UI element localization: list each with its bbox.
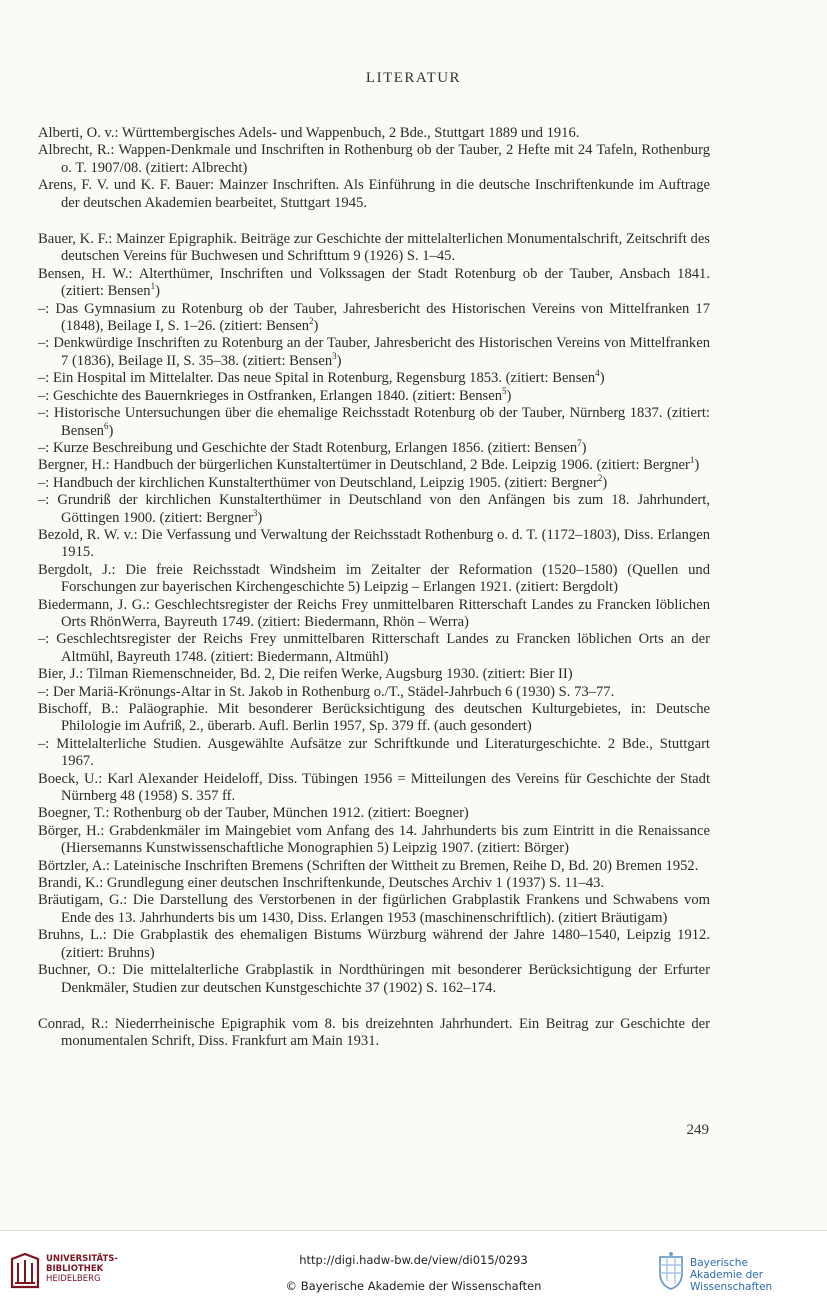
bibliography-entry: Bergdolt, J.: Die freie Reichsstadt Windsheim im Zeitalter der Reformation (1520–1580) (Quellen und Forschungen zur bayerischen Kirchengeschichte 5) Leipzig – Erlangen 1921. (zitiert: Bergdolt) xyxy=(38,561,710,596)
closing-paren: ) xyxy=(581,439,587,456)
library-name-line: UNIVERSITÄTS- xyxy=(46,1254,118,1264)
bibliography-entry xyxy=(38,440,710,457)
bibliography-entry xyxy=(38,472,710,492)
bibliography-entry xyxy=(38,405,710,440)
closing-paren: ) xyxy=(602,474,608,491)
academy-name-line: Akademie der Wissenschaften xyxy=(690,1269,773,1293)
bibliography-entry: –: Geschlechtsregister der Reichs Frey unmittelbaren Ritterschaft Landes zu Francken löblichen Orts an der Altmühl, Bayreuth 1748. (zitiert: Biedermann, Altmühl) xyxy=(38,631,710,665)
closing-paren: ) xyxy=(257,509,263,526)
academy-crest-icon[interactable] xyxy=(656,1251,686,1291)
bibliography-entry: Börger, H.: Grabdenkmäler im Maingebiet vom Anfang des 14. Jahrhunderts bis zum Eintritt in die Renaissance (Hiersemanns Kunstwissenschaftliche Monographien 5) Leipzig 1907. (zitiert: Börger) xyxy=(38,822,710,857)
bibliography-entry: –: Mittelalterliche Studien. Ausgewählte Aufsätze zur Schriftkunde und Literaturgeschichte. 2 Bde., Stuttgart 1967. xyxy=(38,735,710,770)
bibliography-entry: Albrecht, R.: Wappen-Denkmale und Inschriften in Rothenburg ob der Tauber, 2 Hefte mit 24 Tafeln, Rothenburg o. T. 1907/08. (zitiert: Albrecht) xyxy=(38,142,710,176)
section-gap xyxy=(38,212,710,231)
bibliography-entry: Boegner, T.: Rothenburg ob der Tauber, München 1912. (zitiert: Boegner) xyxy=(38,805,469,822)
entry-text: –: Das Gymnasium zu Rotenburg ob der Tauber, Jahresbericht des Historischen Vereins von Mittelfranken 17 (1848), Beilage I, S. 1–26. (zitiert: Bensen xyxy=(38,300,710,335)
bibliography-list xyxy=(38,125,710,1051)
bibliography-entry: Biedermann, J. G.: Geschlechtsregister der Reichs Frey unmittelbaren Ritterschaft Landes zu Francken löblichen Orts RhönWerra, Bayreuth 1749. (zitiert: Biedermann, Rhön – Werra) xyxy=(38,596,710,630)
copyright-notice: © Bayerische Akademie der Wissenschaften xyxy=(285,1279,542,1293)
bibliography-entry: Conrad, R.: Niederrheinische Epigraphik vom 8. bis dreizehnten Jahrhundert. Ein Beitrag zur Geschichte der monumentalen Schrift, Diss. Frankfurt am Main 1931. xyxy=(38,1015,710,1050)
bibliography-entry: Arens, F. V. und K. F. Bauer: Mainzer Inschriften. Als Einführung in die deutsche Inschriftenkunde im Auftrage der deutschen Akademien bearbeitet, Stuttgart 1945. xyxy=(38,177,710,211)
bibliography-entry: Bezold, R. W. v.: Die Verfassung und Verwaltung der Reichsstadt Rothenburg o. d. T. (1172–1803), Diss. Erlangen 1915. xyxy=(38,526,710,561)
closing-paren: ) xyxy=(599,370,605,387)
bibliography-entry: –: Der Mariä-Krönungs-Altar in St. Jakob in Rothenburg o./T., Städel-Jahrbuch 6 (1930) S. 73–77. xyxy=(38,683,615,700)
entry-text: –: Kurze Beschreibung und Geschichte der Stadt Rotenburg, Erlangen 1856. (zitiert: Bensen xyxy=(38,439,578,456)
footnote-marker: 3 xyxy=(332,351,337,362)
library-name-line: BIBLIOTHEK xyxy=(46,1264,104,1274)
bibliography-entry xyxy=(38,457,710,474)
footnote-marker: 6 xyxy=(103,420,109,431)
bibliography-entry xyxy=(38,385,710,405)
bibliography-entry: Alberti, O. v.: Württembergisches Adels- und Wappenbuch, 2 Bde., Stuttgart 1889 und 1916. xyxy=(38,125,580,141)
bibliography-entry xyxy=(38,301,710,336)
academy-name-line: Bayerische xyxy=(690,1257,748,1269)
closing-paren: ) xyxy=(694,457,700,474)
bibliography-entry: Buchner, O.: Die mittelalterliche Grabplastik in Nordthüringen mit besonderer Berücksichtigung der Erfurter Denkmäler, Studien zur deutschen Kunstgeschichte 37 (1902) S. 162–174. xyxy=(38,962,710,996)
bibliography-entry: Börtzler, A.: Lateinische Inschriften Bremens (Schriften der Wittheit zu Bremen, Reihe D, Bd. 20) Bremen 1952. xyxy=(38,857,699,874)
bibliography-entry: Bier, J.: Tilman Riemenschneider, Bd. 2, Die reifen Werke, Augsburg 1930. (zitiert: Bier II) xyxy=(38,666,573,683)
entry-text: –: Historische Untersuchungen über die ehemalige Reichsstadt Rotenburg ob der Tauber, Nürnberg 1837. (zitiert: Bensen xyxy=(38,405,710,439)
footnote-marker: 2 xyxy=(309,316,314,327)
footnote-marker: 3 xyxy=(252,507,258,518)
footnote-marker: 1 xyxy=(689,455,695,466)
entry-text: –: Grundriß der kirchlichen Kunstalterthümer in Deutschland von den Anfängen bis zum 18. Jahrhundert, Göttingen 1900. (zitiert: Bergner xyxy=(38,492,710,526)
closing-paren: ) xyxy=(336,352,342,369)
entry-text: Bergner, H.: Handbuch der bürgerlichen Kunstaltertümer in Deutschland, 2 Bde. Leipzig 1906. (zitiert: Bergner xyxy=(38,457,690,474)
bibliography-entry xyxy=(38,370,710,387)
bibliography-entry: Bischoff, B.: Paläographie. Mit besonderer Berücksichtigung des deutschen Kulturgebietes, in: Deutsche Philologie im Aufriß, 2., überarb. Aufl. Berlin 1957, Sp. 379 ff. (auch gesondert) xyxy=(38,701,710,735)
bibliography-entry xyxy=(38,492,710,527)
entry-text: –: Denkwürdige Inschriften zu Rotenburg an der Tauber, Jahresbericht des Historischen Vereins von Mittelfranken 7 (1836), Beilage II, S. 35–38. (zitiert: Bensen xyxy=(38,335,710,369)
footnote-marker: 7 xyxy=(577,438,582,449)
academy-name[interactable] xyxy=(690,1257,827,1293)
bibliography-entry: Bauer, K. F.: Mainzer Epigraphik. Beiträge zur Geschichte der mittelalterlichen Monumentalschrift, Zeitschrift des deutschen Vereins für Buchwesen und Schrifttum 9 (1926) S. 1–45. xyxy=(38,231,710,265)
closing-paren: ) xyxy=(108,422,114,439)
bibliography-entry: Bräutigam, G.: Die Darstellung des Verstorbenen in der figürlichen Grabplastik Frankens und Schwabens vom Ende des 13. Jahrhunderts bis um 1430, Diss. Erlangen 1953 (maschinenschriftlich). (zitiert Bräutigam) xyxy=(38,892,710,926)
section-gap xyxy=(38,997,710,1016)
bibliography-entry: Boeck, U.: Karl Alexander Heideloff, Diss. Tübingen 1956 = Mitteilungen des Vereins für Geschichte der Stadt Nürnberg 48 (1958) S. 357 ff. xyxy=(38,770,710,805)
bibliography-entry xyxy=(38,335,710,370)
entry-text: –: Handbuch der kirchlichen Kunstalterthümer von Deutschland, Leipzig 1905. (zitiert: Bergner xyxy=(38,474,598,491)
bibliography-entry xyxy=(38,266,710,301)
entry-text: –: Geschichte des Bauernkrieges in Ostfranken, Erlangen 1840. (zitiert: Bensen xyxy=(38,387,503,404)
entry-text: Bensen, H. W.: Alterthümer, Inschriften und Volkssagen der Stadt Rotenburg ob der Tauber, Ansbach 1841. (zitiert: Bensen xyxy=(38,265,710,300)
footnote-marker: 5 xyxy=(502,385,507,396)
closing-paren: ) xyxy=(155,283,160,300)
footnote-marker: 4 xyxy=(595,368,600,379)
library-name-line: HEIDELBERG xyxy=(46,1274,101,1284)
viewer-footer xyxy=(0,1230,827,1299)
footnote-marker: 2 xyxy=(597,472,603,483)
page-number: 249 xyxy=(686,1122,709,1138)
bibliography-entry: Brandi, K.: Grundlegung einer deutschen Inschriftenkunde, Deutsches Archiv 1 (1937) S. 11–43. xyxy=(38,875,605,892)
entry-text: –: Ein Hospital im Mittelalter. Das neue Spital in Rotenburg, Regensburg 1853. (zitiert: Bensen xyxy=(38,370,596,387)
footnote-marker: 1 xyxy=(150,281,156,292)
page-title: LITERATUR xyxy=(365,70,462,86)
closing-paren: ) xyxy=(506,387,512,404)
permalink-url[interactable]: http://digi.hadw-bw.de/view/di015/0293 xyxy=(299,1253,528,1267)
closing-paren: ) xyxy=(313,318,319,335)
bibliography-entry: Bruhns, L.: Die Grabplastik des ehemaligen Bistums Würzburg während der Jahre 1480–1540, Leipzig 1912. (zitiert: Bruhns) xyxy=(38,927,710,961)
